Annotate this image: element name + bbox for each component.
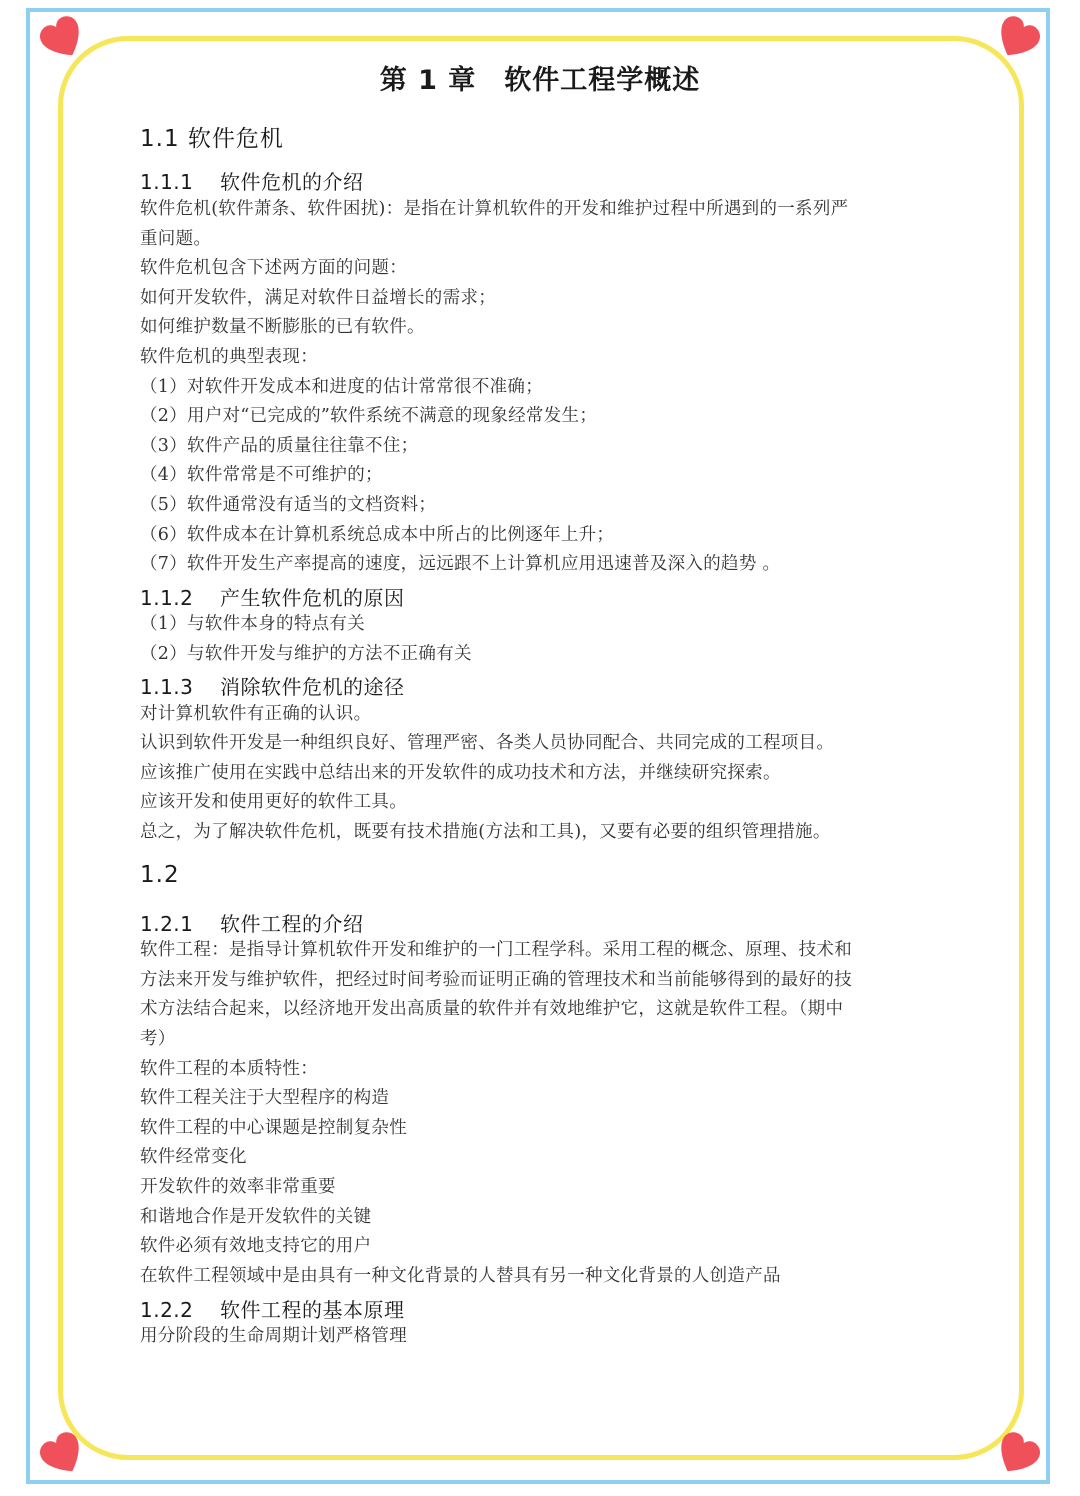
list-item: （1）对软件开发成本和进度的估计常常很不准确；	[140, 377, 544, 397]
paragraph-line: 软件危机(软件萧条、软件困扰)：是指在计算机软件的开发和维护过程中所遇到的一系列严	[140, 199, 849, 219]
paragraph-line: 术方法结合起来，以经济地开发出高质量的软件并有效地维护它，这就是软件工程。（期中	[140, 999, 844, 1019]
paragraph-line: 开发软件的效率非常重要	[140, 1177, 336, 1197]
paragraph-line: 用分阶段的生命周期计划严格管理	[140, 1326, 407, 1346]
paragraph-line: 认识到软件开发是一种组织良好、管理严密、各类人员协同配合、共同完成的工程项目。	[140, 733, 835, 753]
paragraph-line: 软件工程的本质特性：	[140, 1059, 318, 1079]
subsection-heading-1-1-3	[140, 671, 405, 700]
paragraph-line: 如何维护数量不断膨胀的已有软件。	[140, 317, 425, 337]
list-item: （7）软件开发生产率提高的速度，远远跟不上计算机应用迅速普及深入的趋势 。	[140, 554, 781, 574]
paragraph-line: 在软件工程领域中是由具有一种文化背景的人替具有另一种文化背景的人创造产品	[140, 1266, 781, 1286]
paragraph-line: 软件工程的中心课题是控制复杂性	[140, 1118, 407, 1138]
subsection-title: 软件工程的基本原理	[220, 1298, 405, 1322]
subsection-title: 消除软件危机的途径	[220, 675, 405, 699]
subsection-heading-1-2-1	[140, 908, 364, 937]
paragraph-line: 软件危机的典型表现：	[140, 347, 318, 367]
section-heading-1-1: 1.1 软件危机	[140, 126, 284, 152]
subsection-number: 1.1.3	[140, 675, 194, 699]
paragraph-line: 软件经常变化	[140, 1147, 247, 1167]
list-item: （2）与软件开发与维护的方法不正确有关	[140, 644, 472, 664]
paragraph-line: 软件工程关注于大型程序的构造	[140, 1088, 390, 1108]
heart-icon-bottom-left	[40, 1432, 86, 1478]
list-item: （6）软件成本在计算机系统总成本中所占的比例逐年上升；	[140, 525, 615, 545]
subsection-number: 1.2.1	[140, 912, 194, 936]
heart-icon-bottom-right	[994, 1432, 1040, 1478]
subsection-heading-1-1-2	[140, 582, 405, 611]
list-item: （2）用户对“已完成的”软件系统不满意的现象经常发生；	[140, 406, 598, 426]
paragraph-line: 和谐地合作是开发软件的关键	[140, 1207, 372, 1227]
section-heading-1-2: 1.2	[140, 862, 180, 888]
list-item: （5）软件通常没有适当的文档资料；	[140, 495, 437, 515]
subsection-heading-1-1-1	[140, 166, 364, 195]
heart-icon-top-left	[40, 16, 86, 62]
list-item: （4）软件常常是不可维护的；	[140, 465, 383, 485]
heart-icon-top-right	[994, 16, 1040, 62]
paragraph-line: 应该开发和使用更好的软件工具。	[140, 792, 407, 812]
list-item: （1）与软件本身的特点有关	[140, 614, 366, 634]
subsection-number: 1.1.1	[140, 170, 194, 194]
subsection-heading-1-2-2	[140, 1294, 405, 1323]
paragraph-line: 考）	[140, 1029, 176, 1049]
paragraph-line: 软件工程：是指导计算机软件开发和维护的一门工程学科。采用工程的概念、原理、技术和	[140, 940, 852, 960]
paragraph-line: 总之，为了解决软件危机，既要有技术措施(方法和工具)，又要有必要的组织管理措施。	[140, 822, 831, 842]
paragraph-line: 软件危机包含下述两方面的问题：	[140, 258, 407, 278]
subsection-title: 软件工程的介绍	[220, 912, 364, 936]
paragraph-line: 对计算机软件有正确的认识。	[140, 704, 372, 724]
paragraph-line: 软件必须有效地支持它的用户	[140, 1236, 372, 1256]
paragraph-line: 方法来开发与维护软件，把经过时间考验而证明正确的管理技术和当前能够得到的最好的技	[140, 970, 852, 990]
subsection-number: 1.1.2	[140, 586, 194, 610]
subsection-title: 产生软件危机的原因	[220, 586, 405, 610]
paragraph-line: 重问题。	[140, 229, 212, 249]
chapter-title: 第 1 章 软件工程学概述	[379, 65, 701, 96]
paragraph-line: 应该推广使用在实践中总结出来的开发软件的成功技术和方法，并继续研究探索。	[140, 763, 781, 783]
subsection-title: 软件危机的介绍	[220, 170, 364, 194]
subsection-number: 1.2.2	[140, 1298, 194, 1322]
list-item: （3）软件产品的质量往往靠不住；	[140, 436, 419, 456]
paragraph-line: 如何开发软件，满足对软件日益增长的需求；	[140, 288, 496, 308]
